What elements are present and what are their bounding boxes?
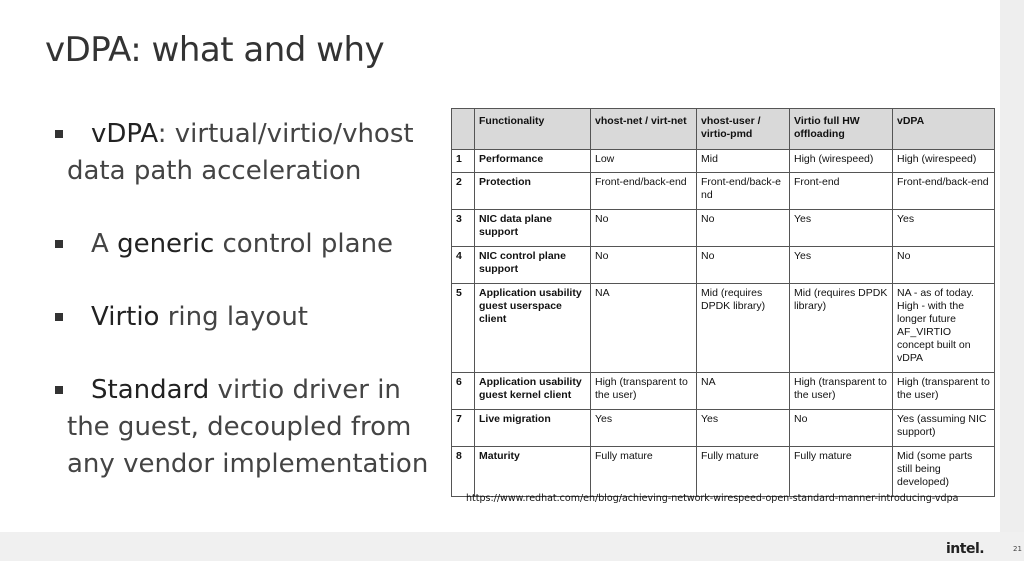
table-row (452, 210, 995, 247)
functionality-cell: Maturity (475, 447, 591, 497)
table-cell: Yes (assuming NIC support) (893, 410, 995, 447)
functionality-cell: Protection (475, 173, 591, 210)
row-number: 6 (452, 373, 475, 410)
functionality-cell: Live migration (475, 410, 591, 447)
functionality-cell: NIC control plane support (475, 247, 591, 284)
table-cell: Yes (697, 410, 790, 447)
table-cell: Fully mature (591, 447, 697, 497)
bullet-item (55, 116, 450, 190)
table-cell: High (transparent to the user) (893, 373, 995, 410)
table-cell: Yes (893, 210, 995, 247)
table-cell: Mid (some parts still being developed) (893, 447, 995, 497)
table-cell: Front-end (790, 173, 893, 210)
row-number: 8 (452, 447, 475, 497)
row-number: 5 (452, 284, 475, 373)
table-cell: Mid (requires DPDK library) (790, 284, 893, 373)
slide-title: vDPA: what and why (45, 30, 385, 70)
table-cell: Fully mature (697, 447, 790, 497)
table-cell: Low (591, 150, 697, 173)
bullet-text: virtio driver in the guest, decoupled from any vendor implementation (67, 375, 429, 479)
bullet-keyword: vDPA (91, 119, 158, 149)
bullet-square-icon (55, 313, 63, 321)
table-row (452, 284, 995, 373)
table-cell: No (697, 210, 790, 247)
bullet-square-icon (55, 240, 63, 248)
bullet-text: control plane (214, 229, 394, 259)
functionality-cell: NIC data plane support (475, 210, 591, 247)
table-cell: Front-end/back-end (893, 173, 995, 210)
bullet-item (55, 226, 450, 263)
table-cell: NA (591, 284, 697, 373)
table-cell: No (591, 247, 697, 284)
table-header-cell: vhost-user / virtio-pmd (697, 109, 790, 150)
table-header-cell: vhost-net / virt-net (591, 109, 697, 150)
table-cell: High (wirespeed) (790, 150, 893, 173)
table-row (452, 410, 995, 447)
bullet-keyword: Virtio (91, 302, 160, 332)
table-header-cell: Virtio full HW offloading (790, 109, 893, 150)
page-number: 21 (1013, 545, 1022, 553)
table-cell: NA (697, 373, 790, 410)
table-cell: Yes (790, 247, 893, 284)
table-cell: No (893, 247, 995, 284)
table-header-row (452, 109, 995, 150)
functionality-cell: Application usability guest kernel client (475, 373, 591, 410)
table-row (452, 373, 995, 410)
bullet-list (55, 116, 450, 519)
table-cell: Front-end/back-end (591, 173, 697, 210)
table-cell: High (transparent to the user) (790, 373, 893, 410)
row-number: 2 (452, 173, 475, 210)
row-number: 3 (452, 210, 475, 247)
table-cell: Yes (591, 410, 697, 447)
table-header-cell: vDPA (893, 109, 995, 150)
table-cell: No (790, 410, 893, 447)
bullet-text: ring layout (159, 302, 309, 332)
table-header-cell: Functionality (475, 109, 591, 150)
slide-footer (0, 532, 1024, 561)
table-cell: No (591, 210, 697, 247)
table-cell: Fully mature (790, 447, 893, 497)
bullet-square-icon (55, 386, 63, 394)
bullet-keyword: generic (117, 229, 215, 259)
table-cell: Mid (697, 150, 790, 173)
table-header-cell (452, 109, 475, 150)
source-link[interactable]: https://www.redhat.com/en/blog/achieving-network-wirespeed-open-standard-manner-introducing-vdpa (466, 493, 959, 504)
slide-side-margin (1000, 0, 1024, 532)
table-cell: NA - as of today. High - with the longer future AF_VIRTIO concept built on vDPA (893, 284, 995, 373)
bullet-item (55, 299, 450, 336)
bullet-square-icon (55, 130, 63, 138)
table-cell: High (wirespeed) (893, 150, 995, 173)
table-cell: Yes (790, 210, 893, 247)
table-row (452, 447, 995, 497)
bullet-keyword: Standard (91, 375, 210, 405)
intel-logo: intel. (946, 541, 985, 557)
bullet-text: : virtual/virtio/vhost data path acceleration (67, 119, 414, 186)
table-row (452, 247, 995, 284)
bullet-item (55, 372, 450, 483)
bullet-prefix: A (91, 229, 118, 259)
functionality-cell: Performance (475, 150, 591, 173)
row-number: 7 (452, 410, 475, 447)
row-number: 4 (452, 247, 475, 284)
row-number: 1 (452, 150, 475, 173)
comparison-table (451, 108, 995, 497)
functionality-cell: Application usability guest userspace client (475, 284, 591, 373)
table-cell: No (697, 247, 790, 284)
table-row (452, 173, 995, 210)
table-cell: High (transparent to the user) (591, 373, 697, 410)
table-row (452, 150, 995, 173)
table-cell: Front-end/back-e nd (697, 173, 790, 210)
table-cell: Mid (requires DPDK library) (697, 284, 790, 373)
